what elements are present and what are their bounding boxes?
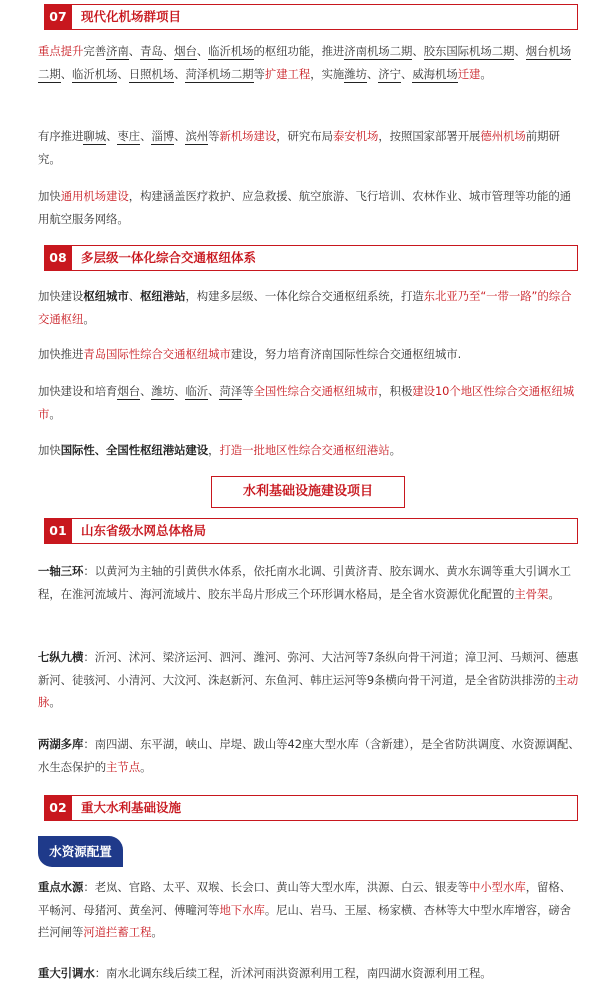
section-08-header [44, 245, 578, 271]
section-02-header [44, 795, 578, 821]
paragraph-airport-upgrade: 重点提升完善济南、青岛、烟台、临沂机场的枢纽功能，推进济南机场二期、胶东国际机场二期、烟台机场二期、临沂机场、日照机场、菏泽机场二期等扩建工程，实施潍坊、济宁、威海机场迁建。 [38, 44, 572, 81]
paragraph-general-aviation: 加快通用机场建设，构建涵盖医疗救护、应急救援、航空旅游、飞行培训、农林作业、城市管理等功能的通用航空服务网络。 [38, 189, 572, 226]
section-title: 多层级一体化综合交通枢纽体系 [81, 250, 257, 265]
paragraph-hub-stations: 加快国际性、全国性枢纽港站建设，打造一批地区性综合交通枢纽港站。 [38, 443, 401, 457]
section-01-header [44, 518, 578, 544]
paragraph-national-hubs: 加快建设和培育烟台、潍坊、临沂、菏泽等全国性综合交通枢纽城市，积极建设10个地区性综合交通枢纽城市。 [38, 384, 575, 421]
paragraph-water-diversion: 重大引调水：南水北调东线后续工程，沂沭河雨洪资源利用工程，南四湖水资源利用工程。 [38, 966, 492, 980]
water-infrastructure-title: 水利基础设施建设项目 [211, 476, 405, 508]
section-title: 山东省级水网总体格局 [81, 523, 207, 538]
paragraph-hub-cities: 加快建设枢纽城市、枢纽港站，构建多层级、一体化综合交通枢纽系统，打造东北亚乃至“一带一路”的综合交通枢纽。 [38, 289, 572, 326]
water-resource-badge: 水资源配置 [38, 836, 123, 867]
section-07-header [44, 4, 578, 30]
paragraph-qingdao-hub: 加快推进青岛国际性综合交通枢纽城市建设，努力培育济南国际性综合交通枢纽城市. [38, 347, 462, 361]
paragraph-lakes-reservoirs: 两湖多库：南四湖、东平湖，峡山、岸堤、跋山等42座大型水库（含新建），是全省防洪调度、水资源调配、水生态保护的主节点。 [38, 737, 580, 774]
paragraph-seven-nine-rivers: 七纵九横：沂河、沭河、梁济运河、泗河、潍河、弥河、大沽河等7条纵向骨干河道；漳卫河、马颊河、德惠新河、徒骇河、小清河、大汶河、洙赵新河、东鱼河、韩庄运河等9条横向骨干河道，是全省防洪排涝的主动脉。 [38, 650, 579, 709]
paragraph-new-airports: 有序推进聊城、枣庄、淄博、滨州等新机场建设，研究布局泰安机场，按照国家部署开展德州机场前期研究。 [38, 129, 560, 166]
section-number: 02 [44, 795, 72, 821]
section-number: 01 [44, 518, 72, 544]
paragraph-one-axis-three-rings: 一轴三环：以黄河为主轴的引黄供水体系，依托南水北调、引黄济青、胶东调水、黄水东调等重大引调水工程，在淮河流域片、海河流域片、胶东半岛片形成三个环形调水格局，是全省水资源优化配置的主骨架。 [38, 564, 572, 601]
section-number: 07 [44, 4, 72, 30]
section-title: 现代化机场群项目 [81, 9, 182, 24]
section-title: 重大水利基础设施 [81, 800, 182, 815]
paragraph-key-water-sources: 重点水源：老岚、官路、太平、双堠、长会口、黄山等大型水库，洪源、白云、银麦等中小型水库，留格、平畅河、母猪河、黄垒河、傅疃河等地下水库。尼山、岩马、王屋、杨家横、杏林等大中型水库增容，磅舍拦河闸等河道拦蓄工程。 [38, 880, 572, 939]
section-number: 08 [44, 245, 72, 271]
